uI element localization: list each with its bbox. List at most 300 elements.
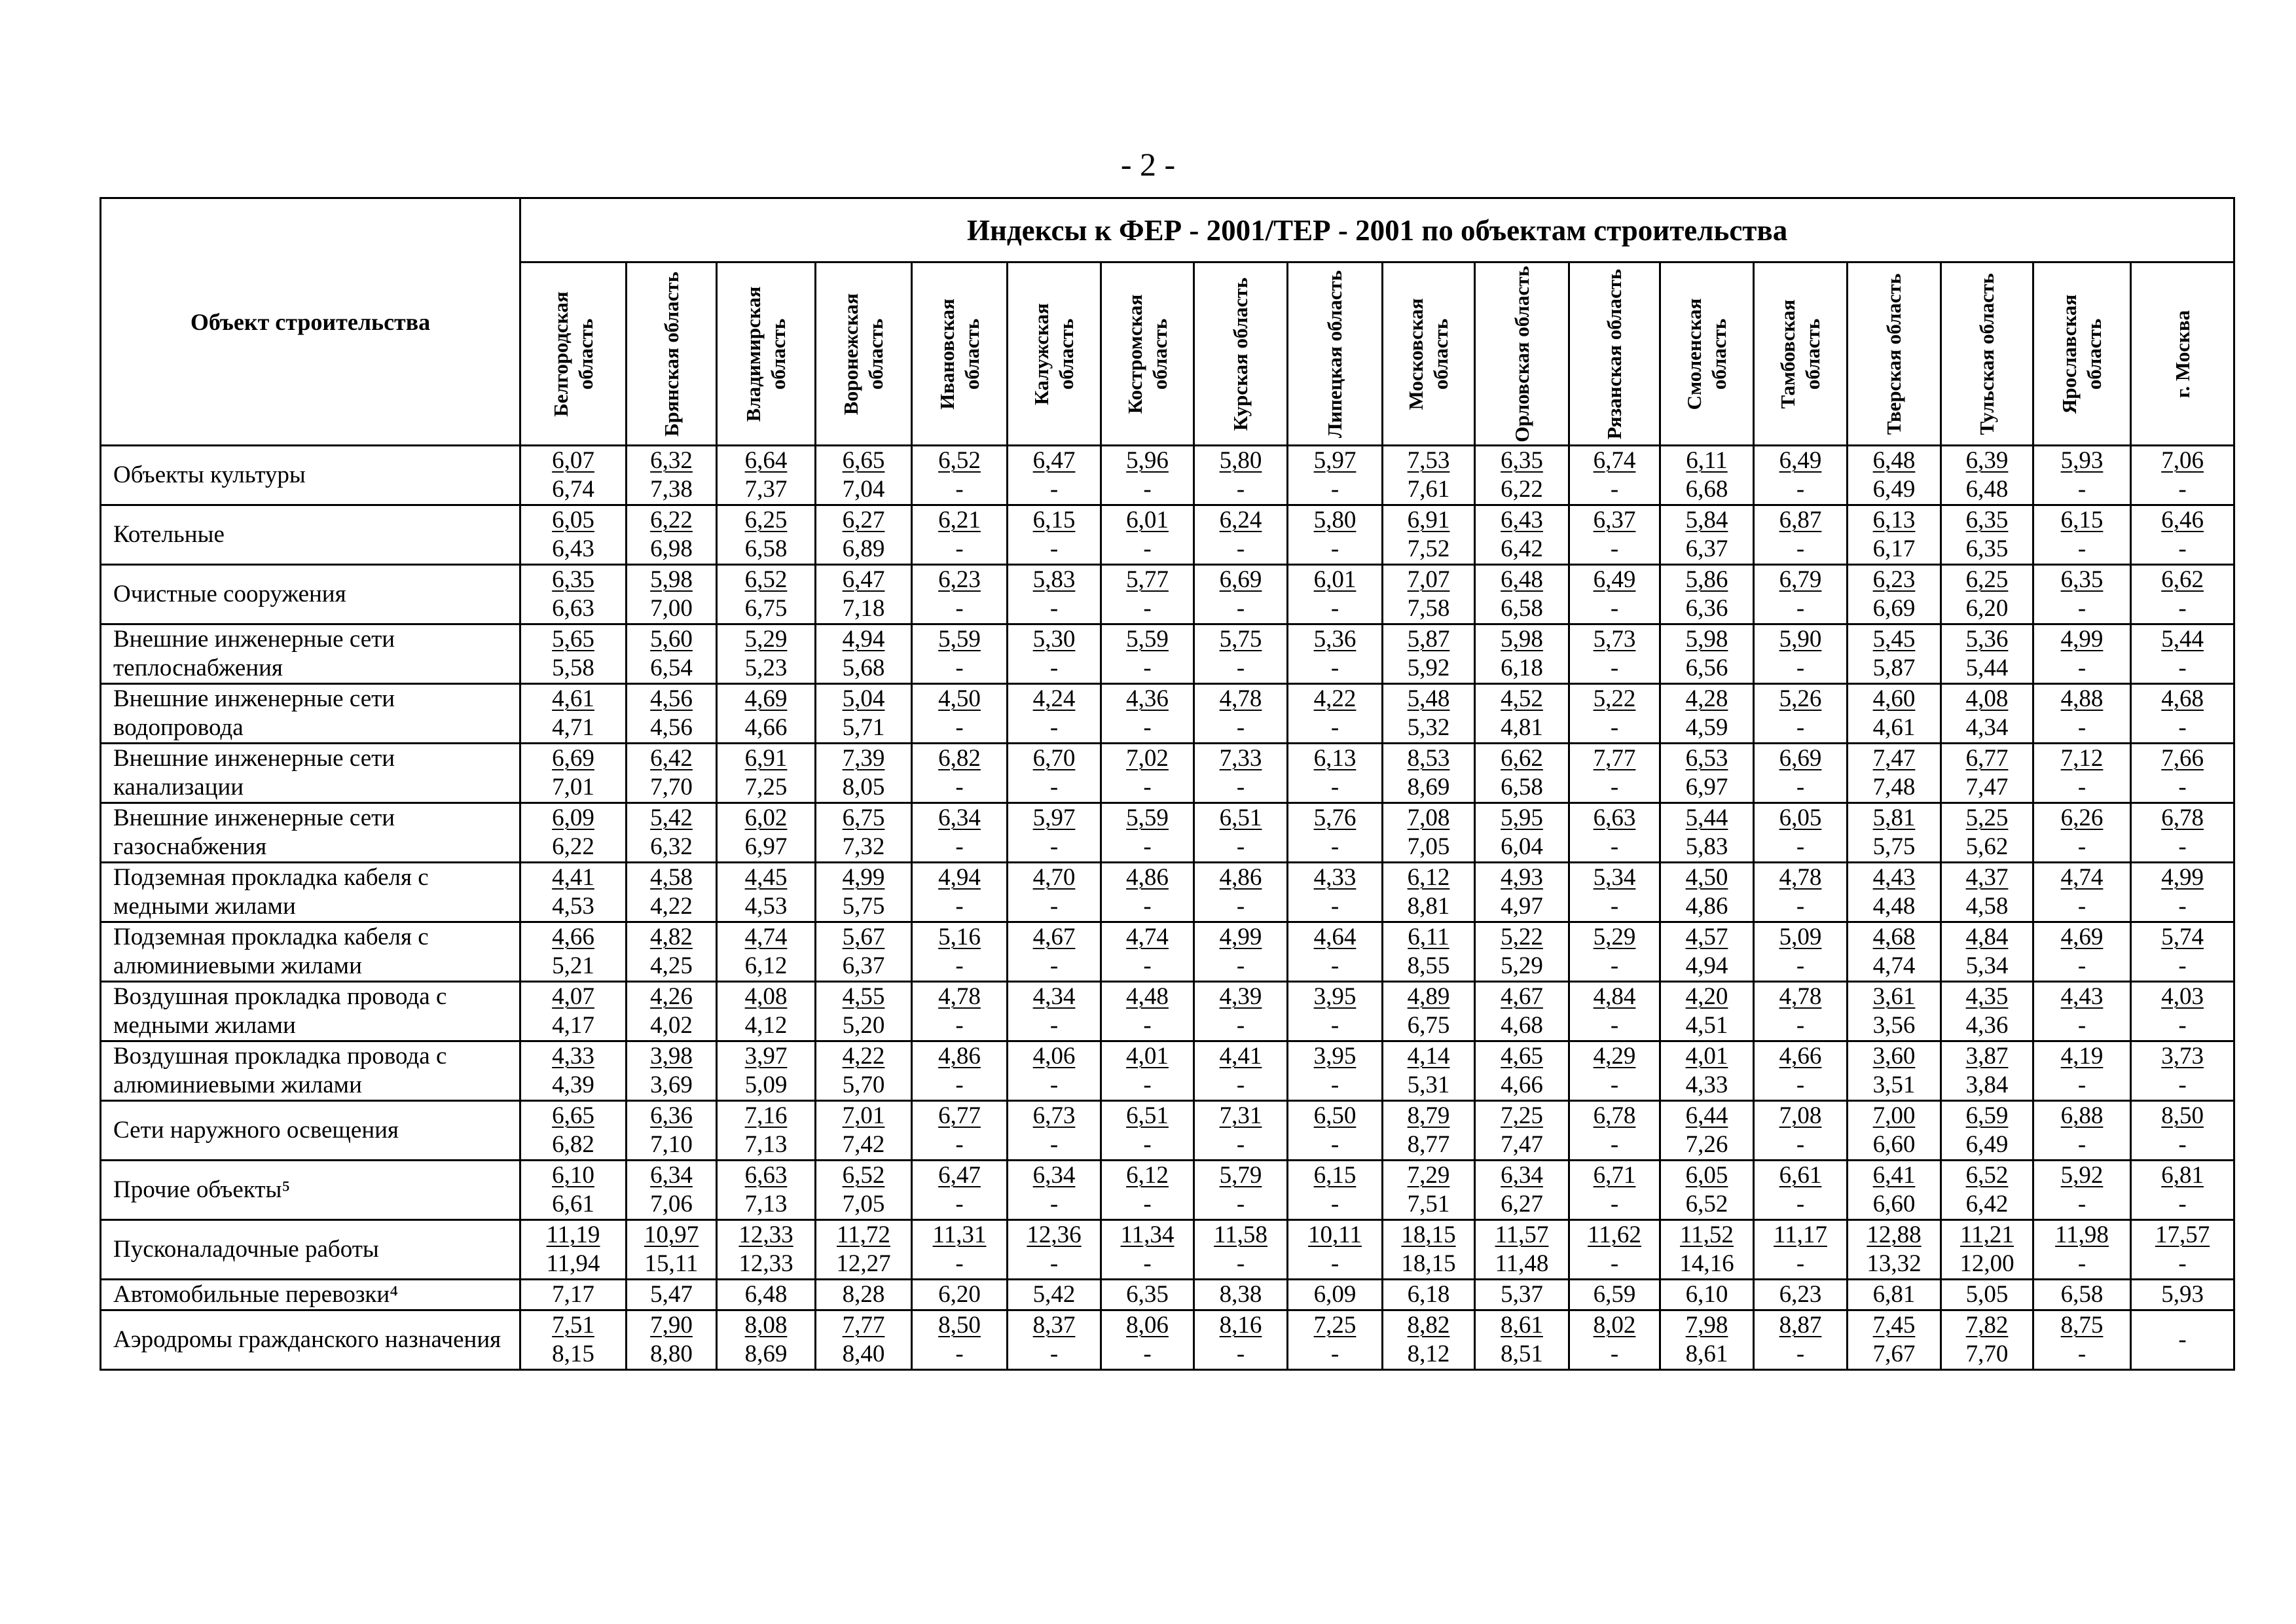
table-row [101, 446, 2234, 505]
ter-index-value: - [1330, 595, 1339, 622]
fer-index-value: 4,86 [1126, 864, 1169, 891]
fer-index-value: 6,59 [1965, 1102, 2009, 1129]
region-label: Орловская область [1510, 265, 1533, 442]
fer-index-value: 5,96 [1126, 447, 1169, 474]
ter-index-value: 6,49 [1965, 1131, 2009, 1158]
fer-index-value: 6,91 [744, 745, 788, 772]
ter-index-value: - [2077, 1012, 2086, 1039]
ter-index-value: 7,01 [552, 774, 594, 801]
fer-index-value: 6,49 [1779, 447, 1822, 474]
ter-index-value: 8,55 [1407, 952, 1450, 979]
fer-index-value: 5,45 [1872, 626, 1916, 653]
ter-index-value: - [1796, 893, 1805, 920]
value-cell [627, 624, 717, 684]
value-cell [717, 1220, 816, 1280]
ter-index-value: - [1236, 952, 1245, 979]
value-cell [627, 922, 717, 982]
ter-index-value: 7,04 [842, 476, 885, 503]
ter-index-value: - [1796, 1191, 1805, 1218]
fer-index-value: 4,94 [842, 626, 885, 653]
value-cell [1848, 1101, 1941, 1161]
value-cell [1848, 1310, 1941, 1370]
value-cell [627, 982, 717, 1041]
value-cell [1383, 744, 1475, 803]
value-cell [1848, 982, 1941, 1041]
object-name: Сети наружного освещения [101, 1101, 520, 1161]
value-cell [2033, 863, 2131, 922]
ter-index-value: - [1796, 595, 1805, 622]
ter-index-value: 4,68 [1501, 1012, 1543, 1039]
value-cell [1101, 744, 1194, 803]
region-label: Тамбовская область [1776, 299, 1824, 408]
ter-index-value: 7,67 [1872, 1341, 1916, 1367]
fer-index-value: 5,97 [1313, 447, 1357, 474]
ter-index-value: 7,06 [650, 1191, 693, 1218]
region-header [816, 262, 912, 446]
fer-index-value: 6,88 [2060, 1102, 2104, 1129]
ter-index-value: - [955, 893, 964, 920]
fer-index-value: 5,36 [1965, 626, 2009, 653]
ter-index-value: - [1330, 714, 1339, 741]
ter-index-value: 4,61 [1872, 714, 1916, 741]
fer-index-value: 6,48 [1872, 447, 1916, 474]
fer-index-value: 4,94 [938, 864, 981, 891]
object-column-header: Объект строительства [101, 198, 520, 446]
value-cell [1475, 982, 1569, 1041]
value-cell [627, 684, 717, 744]
fer-index-value: 4,14 [1407, 1043, 1450, 1070]
fer-index-value: 6,35 [2060, 566, 2104, 593]
value-cell [1008, 565, 1101, 624]
ter-index-value: 6,35 [1965, 535, 2009, 562]
ter-index-value: - [955, 595, 964, 622]
ter-index-value: 14,16 [1679, 1250, 1734, 1277]
value-cell [717, 1041, 816, 1101]
fer-index-value: 6,01 [1126, 507, 1169, 533]
ter-index-value: 7,48 [1872, 774, 1916, 801]
value-cell [1754, 982, 1848, 1041]
ter-index-value: 6,54 [650, 655, 693, 681]
fer-index-value: 7,29 [1407, 1162, 1450, 1189]
value-cell [2033, 1310, 2131, 1370]
fer-index-value: 5,42 [1032, 1281, 1076, 1308]
value-cell [1008, 624, 1101, 684]
ter-index-value: - [1143, 655, 1152, 681]
ter-index-value: 4,56 [650, 714, 693, 741]
ter-index-value: - [1330, 952, 1339, 979]
fer-index-value: 3,60 [1872, 1043, 1916, 1070]
ter-index-value: - [1049, 476, 1059, 503]
object-name: Внешние инженерные сети канализации [101, 744, 520, 803]
ter-index-value: - [2178, 893, 2187, 920]
ter-index-value: 7,10 [650, 1131, 693, 1158]
fer-index-value: 6,35 [1126, 1281, 1169, 1308]
fer-index-value: 4,20 [1685, 983, 1728, 1010]
ter-index-value: 7,13 [744, 1191, 788, 1218]
ter-index-value: 5,71 [842, 714, 885, 741]
ter-index-value: 7,61 [1407, 476, 1450, 503]
value-cell [1475, 1041, 1569, 1101]
ter-index-value: - [1330, 1250, 1339, 1277]
value-cell [1008, 1220, 1101, 1280]
fer-index-value: 5,42 [650, 804, 693, 831]
value-cell [1848, 1280, 1941, 1310]
value-cell [1475, 922, 1569, 982]
region-header [1660, 262, 1754, 446]
fer-index-value: 5,84 [1685, 507, 1728, 533]
fer-index-value: 4,33 [1313, 864, 1357, 891]
value-cell [912, 1161, 1008, 1220]
table-row [101, 1041, 2234, 1101]
ter-index-value: - [955, 476, 964, 503]
fer-index-value: 8,37 [1032, 1312, 1076, 1339]
value-cell [520, 505, 627, 565]
value-cell [1848, 565, 1941, 624]
fer-index-value: 4,84 [1593, 983, 1636, 1010]
fer-index-value: 4,22 [1313, 685, 1357, 712]
fer-index-value: 5,29 [744, 626, 788, 653]
fer-index-value: 5,90 [1779, 626, 1822, 653]
ter-index-value: 4,12 [744, 1012, 788, 1039]
fer-index-value: 11,34 [1120, 1221, 1175, 1248]
ter-index-value: - [1049, 893, 1059, 920]
value-cell [1383, 1101, 1475, 1161]
fer-index-value: 4,43 [2060, 983, 2104, 1010]
fer-index-value: 5,22 [1501, 924, 1543, 950]
ter-index-value: - [1143, 1012, 1152, 1039]
value-cell [717, 565, 816, 624]
ter-index-value: - [1236, 1250, 1245, 1277]
fer-index-value: 12,88 [1867, 1221, 1922, 1248]
fer-index-value: 4,65 [1501, 1043, 1543, 1070]
ter-index-value: - [1236, 1131, 1245, 1158]
ter-index-value: 5,92 [1407, 655, 1450, 681]
ter-index-value: - [1796, 476, 1805, 503]
ter-index-value: - [2077, 774, 2086, 801]
fer-index-value: 4,41 [1219, 1043, 1262, 1070]
value-cell [1660, 803, 1754, 863]
fer-index-value: 5,87 [1407, 626, 1450, 653]
fer-index-value: 6,70 [1032, 745, 1076, 772]
fer-index-value: 6,50 [1313, 1102, 1357, 1129]
value-cell [1754, 1220, 1848, 1280]
value-cell [1288, 1280, 1383, 1310]
value-cell [1288, 803, 1383, 863]
region-header [1754, 262, 1848, 446]
fer-index-value: 5,80 [1219, 447, 1262, 474]
fer-index-value: 4,60 [1872, 685, 1916, 712]
ter-index-value: 6,75 [1407, 1012, 1450, 1039]
value-cell [2033, 1161, 2131, 1220]
value-cell [1008, 803, 1101, 863]
ter-index-value: 6,89 [842, 535, 885, 562]
fer-index-value: 4,24 [1032, 685, 1076, 712]
fer-index-value: 11,58 [1214, 1221, 1267, 1248]
value-cell [1941, 565, 2033, 624]
value-cell [912, 624, 1008, 684]
ter-index-value: 6,22 [552, 833, 594, 860]
fer-index-value: 11,52 [1680, 1221, 1734, 1248]
region-header [1941, 262, 2033, 446]
fer-index-value: 8,50 [2161, 1102, 2204, 1129]
value-cell [1101, 1220, 1194, 1280]
object-name: Воздушная прокладка провода с алюминиевыми жилами [101, 1041, 520, 1101]
value-cell [627, 446, 717, 505]
fer-index-value: 7,39 [842, 745, 885, 772]
ter-index-value: - [955, 1250, 964, 1277]
value-cell [816, 803, 912, 863]
ter-index-value: - [1143, 774, 1152, 801]
ter-index-value: - [1049, 1250, 1059, 1277]
table-row [101, 803, 2234, 863]
fer-index-value: 6,09 [552, 804, 594, 831]
fer-index-value: 11,72 [837, 1221, 890, 1248]
value-cell [912, 1101, 1008, 1161]
fer-index-value: 5,47 [650, 1281, 693, 1308]
fer-index-value: 12,36 [1027, 1221, 1082, 1248]
fer-index-value: 4,07 [552, 983, 594, 1010]
fer-index-value: 6,13 [1872, 507, 1916, 533]
value-cell [1383, 982, 1475, 1041]
fer-index-value: 6,10 [552, 1162, 594, 1189]
value-cell [717, 1310, 816, 1370]
fer-index-value: 6,27 [842, 507, 885, 533]
ter-index-value: 6,60 [1872, 1191, 1916, 1218]
fer-index-value: 8,87 [1779, 1312, 1822, 1339]
value-cell [912, 684, 1008, 744]
value-cell [1194, 565, 1288, 624]
fer-index-value: 6,87 [1779, 507, 1822, 533]
ter-index-value: 8,12 [1407, 1341, 1450, 1367]
value-cell [1754, 505, 1848, 565]
fer-index-value: 5,81 [1872, 804, 1916, 831]
fer-index-value: 6,23 [1779, 1281, 1822, 1308]
table-row [101, 624, 2234, 684]
value-cell [912, 505, 1008, 565]
object-name: Аэродромы гражданского назначения [101, 1310, 520, 1370]
fer-index-value: 7,08 [1779, 1102, 1822, 1129]
fer-index-value: 6,23 [1872, 566, 1916, 593]
ter-index-value: - [1330, 833, 1339, 860]
ter-index-value: 5,83 [1685, 833, 1728, 860]
fer-index-value: 6,34 [938, 804, 981, 831]
fer-index-value: 6,65 [842, 447, 885, 474]
fer-index-value: 7,25 [1313, 1312, 1357, 1339]
ter-index-value: 5,23 [744, 655, 788, 681]
fer-index-value: 7,12 [2060, 745, 2104, 772]
fer-index-value: 5,34 [1593, 864, 1636, 891]
value-cell [627, 1310, 717, 1370]
value-cell [1754, 1101, 1848, 1161]
fer-index-value: 6,09 [1313, 1281, 1357, 1308]
ter-index-value: - [955, 774, 964, 801]
fer-index-value: 6,24 [1219, 507, 1262, 533]
value-cell [1008, 505, 1101, 565]
value-cell [816, 624, 912, 684]
ter-index-value: - [1796, 1341, 1805, 1367]
region-header [627, 262, 717, 446]
object-name: Котельные [101, 505, 520, 565]
ter-index-value: - [1049, 1131, 1059, 1158]
fer-index-value: 7,25 [1501, 1102, 1543, 1129]
ter-index-value: - [2077, 1131, 2086, 1158]
fer-index-value: 6,51 [1126, 1102, 1169, 1129]
fer-index-value: 18,15 [1401, 1221, 1456, 1248]
fer-index-value: 6,59 [1593, 1281, 1636, 1308]
value-cell [2033, 1280, 2131, 1310]
value-cell [1194, 684, 1288, 744]
ter-index-value: - [955, 833, 964, 860]
ter-index-value: - [1049, 655, 1059, 681]
value-cell [717, 446, 816, 505]
value-cell [2033, 505, 2131, 565]
fer-index-value: 6,62 [2161, 566, 2204, 593]
fer-index-value: 3,73 [2161, 1043, 2204, 1070]
ter-index-value: - [955, 952, 964, 979]
ter-index-value: 3,51 [1872, 1072, 1916, 1098]
ter-index-value: 6,42 [1501, 535, 1543, 562]
object-name: Автомобильные перевозки⁴ [101, 1280, 520, 1310]
ter-index-value: 7,05 [1407, 833, 1450, 860]
fer-index-value: 4,66 [552, 924, 594, 950]
fer-index-value: 6,01 [1313, 566, 1357, 593]
fer-index-value: 8,61 [1501, 1312, 1543, 1339]
value-cell [912, 982, 1008, 1041]
fer-index-value: 5,80 [1313, 507, 1357, 533]
value-cell [912, 744, 1008, 803]
fer-index-value: 7,51 [552, 1312, 594, 1339]
ter-index-value: - [1143, 476, 1152, 503]
ter-index-value: 6,61 [552, 1191, 594, 1218]
value-cell [1941, 803, 2033, 863]
ter-index-value: - [1143, 1072, 1152, 1098]
region-header [1194, 262, 1288, 446]
fer-index-value: 17,57 [2155, 1221, 2210, 1248]
fer-index-value: 6,23 [938, 566, 981, 593]
ter-index-value: - [1049, 774, 1059, 801]
fer-index-value: 4,66 [1779, 1043, 1822, 1070]
value-cell [520, 1310, 627, 1370]
value-cell [1383, 922, 1475, 982]
fer-index-value: 6,63 [1593, 804, 1636, 831]
value-cell [627, 1101, 717, 1161]
value-cell [816, 446, 912, 505]
ter-index-value: 6,74 [552, 476, 594, 503]
ter-index-value: 18,15 [1401, 1250, 1456, 1277]
ter-index-value: 6,58 [744, 535, 788, 562]
fer-index-value: 6,22 [650, 507, 693, 533]
ter-index-value: 4,36 [1965, 1012, 2009, 1039]
value-cell [1008, 863, 1101, 922]
fer-index-value: 8,28 [842, 1281, 885, 1308]
fer-index-value: 6,52 [1965, 1162, 2009, 1189]
value-cell [1754, 1161, 1848, 1220]
value-cell [1848, 803, 1941, 863]
value-cell [816, 922, 912, 982]
fer-index-value: 7,90 [650, 1312, 693, 1339]
ter-index-value: 5,87 [1872, 655, 1916, 681]
fer-index-value: 3,98 [650, 1043, 693, 1070]
value-cell [1660, 922, 1754, 982]
ter-index-value: 6,97 [744, 833, 788, 860]
fer-index-value: 5,73 [1593, 626, 1636, 653]
value-cell [1008, 922, 1101, 982]
fer-index-value: 11,62 [1588, 1221, 1641, 1248]
fer-index-value: 6,52 [842, 1162, 885, 1189]
ter-index-value: - [1143, 1250, 1152, 1277]
value-cell [520, 1161, 627, 1220]
value-cell [717, 505, 816, 565]
ter-index-value: - [2077, 833, 2086, 860]
table-row [101, 982, 2234, 1041]
value-cell [1101, 1280, 1194, 1310]
region-label: Смоленская область [1683, 298, 1730, 410]
fer-index-value: 5,60 [650, 626, 693, 653]
value-cell [1941, 1041, 2033, 1101]
fer-index-value: 6,53 [1685, 745, 1728, 772]
fer-index-value: 5,59 [1126, 626, 1169, 653]
value-cell [816, 1220, 912, 1280]
ter-index-value: - [955, 714, 964, 741]
ter-index-value: - [1610, 1341, 1619, 1367]
value-cell [1194, 505, 1288, 565]
ter-index-value: 5,32 [1407, 714, 1450, 741]
ter-index-value: - [1236, 535, 1245, 562]
region-header [1383, 262, 1475, 446]
ter-index-value: 11,94 [546, 1250, 600, 1277]
fer-index-value: 7,66 [2161, 745, 2204, 772]
value-cell [2033, 803, 2131, 863]
ter-index-value: - [1143, 535, 1152, 562]
fer-index-value: 4,22 [842, 1043, 885, 1070]
value-cell [1848, 684, 1941, 744]
value-cell [1101, 1101, 1194, 1161]
value-cell [1475, 1220, 1569, 1280]
fer-index-value: 6,05 [552, 507, 594, 533]
value-cell [520, 863, 627, 922]
fer-index-value: 8,75 [2060, 1312, 2104, 1339]
value-cell [1008, 446, 1101, 505]
fer-index-value: 4,99 [1219, 924, 1262, 950]
fer-index-value: 6,78 [1593, 1102, 1636, 1129]
fer-index-value: 6,13 [1313, 745, 1357, 772]
value-cell [1288, 446, 1383, 505]
value-cell [2131, 624, 2234, 684]
value-cell [1288, 1310, 1383, 1370]
fer-index-value: 3,95 [1313, 983, 1357, 1010]
ter-index-value: 8,77 [1407, 1131, 1450, 1158]
value-cell [717, 684, 816, 744]
ter-index-value: - [1236, 655, 1245, 681]
value-cell [1101, 1310, 1194, 1370]
value-cell [1194, 922, 1288, 982]
fer-index-value: 6,75 [842, 804, 885, 831]
ter-index-value: - [1049, 595, 1059, 622]
ter-index-value: - [1610, 1072, 1619, 1098]
fer-index-value: 7,31 [1219, 1102, 1262, 1129]
ter-index-value: - [955, 655, 964, 681]
value-cell [1194, 1041, 1288, 1101]
ter-index-value: - [2077, 1341, 2086, 1367]
value-cell [1383, 505, 1475, 565]
ter-index-value: 4,59 [1685, 714, 1728, 741]
ter-index-value: 6,12 [744, 952, 788, 979]
fer-index-value: 4,50 [938, 685, 981, 712]
object-name: Внешние инженерные сети теплоснабжения [101, 624, 520, 684]
value-cell [1941, 446, 2033, 505]
fer-index-value: 6,81 [2161, 1162, 2204, 1189]
value-cell [520, 624, 627, 684]
